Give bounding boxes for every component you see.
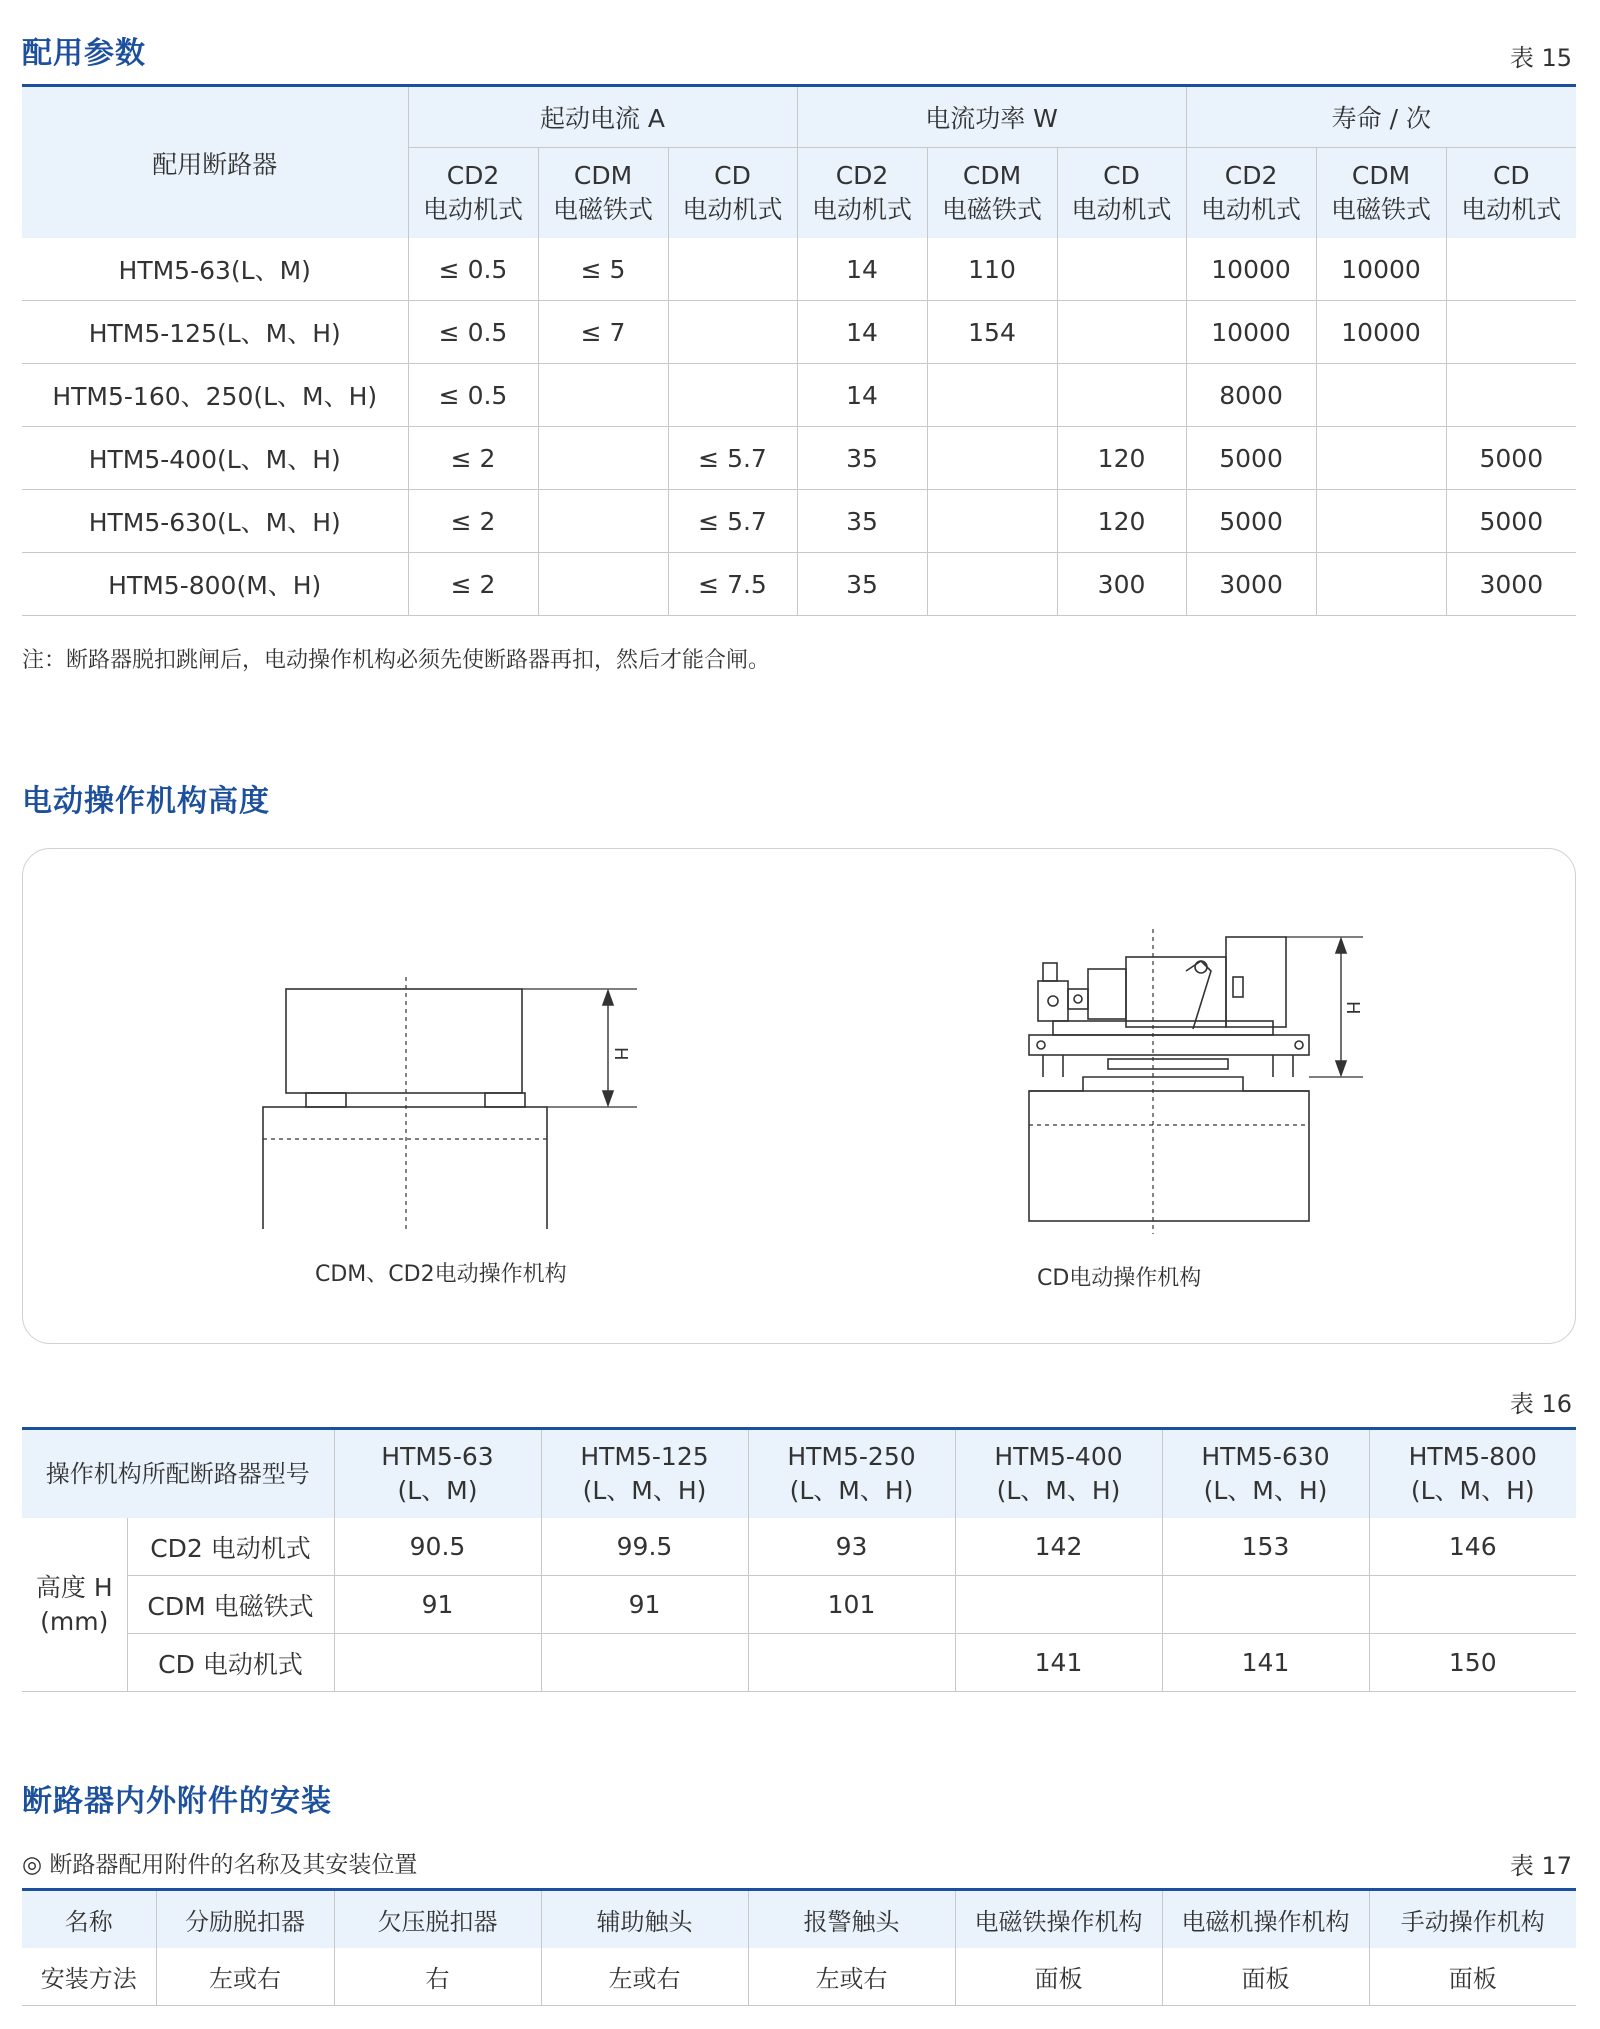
model-suffix: (L、M、H) (1203, 1476, 1328, 1505)
value-cell (1446, 301, 1576, 364)
accessory-name: 辅助触头 (541, 1890, 748, 1949)
table-row (22, 301, 1576, 364)
value-cell (1316, 490, 1446, 553)
subheader-cell (408, 148, 538, 239)
value-cell (927, 364, 1057, 427)
value-cell: 5000 (1446, 490, 1576, 553)
model-suffix: (L、M) (397, 1476, 478, 1505)
model-header (334, 1429, 541, 1519)
subheader-top: CD (1492, 161, 1530, 190)
subheader-top: CD (714, 161, 751, 190)
height-label-1: 高度 H (35, 1572, 113, 1602)
height-value (748, 1634, 955, 1692)
value-cell: 5000 (1186, 427, 1316, 490)
value-cell (538, 364, 668, 427)
value-cell: 35 (797, 490, 927, 553)
accessory-name: 分励脱扣器 (156, 1890, 334, 1949)
model-name: HTM5-63 (381, 1442, 494, 1471)
diagram-left-label: CDM、CD2电动操作机构 (315, 1262, 567, 1287)
subheader-bottom: 电动机式 (1201, 195, 1302, 224)
value-cell (1057, 238, 1186, 301)
value-cell (538, 490, 668, 553)
table-row (22, 1634, 1576, 1692)
header-model-label: 操作机构所配断路器型号 (45, 1460, 310, 1488)
model-cell: HTM5-800(M、H) (22, 553, 408, 616)
model-name: HTM5-250 (787, 1442, 916, 1471)
model-cell: HTM5-630(L、M、H) (22, 490, 408, 553)
value-cell (538, 427, 668, 490)
height-table (22, 1427, 1576, 1692)
subheader-bottom: 电磁铁式 (552, 195, 653, 224)
value-cell: ≤ 0.5 (408, 301, 538, 364)
value-cell: 10000 (1316, 301, 1446, 364)
height-value: 91 (541, 1576, 748, 1634)
model-suffix: (L、M、H) (789, 1476, 914, 1505)
value-cell: 10000 (1186, 301, 1316, 364)
table-number-16: 表 16 (1509, 1390, 1572, 1418)
subheader-bottom: 电磁铁式 (1331, 195, 1432, 224)
subheader-cell (538, 148, 668, 239)
model-header (955, 1429, 1162, 1519)
model-header (1162, 1429, 1369, 1519)
value-cell: 300 (1057, 553, 1186, 616)
accessory-name: 手动操作机构 (1369, 1890, 1576, 1949)
value-cell: 14 (797, 238, 927, 301)
subheader-top: CDM (1351, 161, 1411, 190)
subheader-bottom: 电动机式 (1071, 195, 1172, 224)
mechanism-type: CD 电动机式 (127, 1634, 334, 1692)
section-title-params: 配用参数 (22, 36, 146, 71)
subheader-bottom: 电动机式 (812, 195, 913, 224)
value-cell: 35 (797, 427, 927, 490)
height-value (541, 1634, 748, 1692)
subheader-cell (1057, 148, 1186, 239)
value-cell (1316, 364, 1446, 427)
value-cell: 5000 (1186, 490, 1316, 553)
value-cell (1316, 427, 1446, 490)
model-header (541, 1429, 748, 1519)
dim-h-left: H (610, 1047, 631, 1061)
install-method: 面板 (1162, 1948, 1369, 2006)
model-name: HTM5-400 (994, 1442, 1123, 1471)
value-cell (927, 427, 1057, 490)
value-cell: ≤ 2 (408, 553, 538, 616)
value-cell: 14 (797, 364, 927, 427)
subheader-cell (927, 148, 1057, 239)
value-cell: 110 (927, 238, 1057, 301)
subheader-top: CDM (573, 161, 633, 190)
subheader-top: CD (1103, 161, 1140, 190)
value-cell: 8000 (1186, 364, 1316, 427)
height-value: 101 (748, 1576, 955, 1634)
subheader-top: CD2 (1224, 161, 1278, 190)
install-method: 右 (334, 1948, 541, 2006)
value-cell: 154 (927, 301, 1057, 364)
diagram-panel (22, 848, 1576, 1344)
value-cell: 5000 (1446, 427, 1576, 490)
subheader-bottom: 电动机式 (422, 195, 523, 224)
subheader-bottom: 电磁铁式 (942, 195, 1043, 224)
model-suffix: (L、M、H) (996, 1476, 1121, 1505)
model-name: HTM5-630 (1201, 1442, 1330, 1471)
value-cell: ≤ 0.5 (408, 364, 538, 427)
subheader-bottom: 电动机式 (1461, 195, 1562, 224)
value-cell: 10000 (1316, 238, 1446, 301)
table-row (22, 427, 1576, 490)
height-value: 150 (1369, 1634, 1576, 1692)
accessory-name: 电磁铁操作机构 (955, 1890, 1162, 1949)
subheader-top: CD2 (446, 161, 500, 190)
value-cell (1316, 553, 1446, 616)
table-number-17: 表 17 (1509, 1852, 1572, 1880)
value-cell (668, 238, 797, 301)
value-cell: 35 (797, 553, 927, 616)
value-cell (538, 553, 668, 616)
table-number-15: 表 15 (1509, 44, 1572, 72)
model-name: HTM5-800 (1408, 1442, 1537, 1471)
height-value (955, 1576, 1162, 1634)
value-cell: ≤ 5.7 (668, 427, 797, 490)
cd-drawing (943, 889, 1383, 1259)
value-cell: ≤ 2 (408, 490, 538, 553)
subheader-cell (797, 148, 927, 239)
height-value (1162, 1576, 1369, 1634)
header-breaker: 配用断路器 (152, 149, 278, 179)
subheader-top: CD2 (835, 161, 889, 190)
model-cell: HTM5-63(L、M) (22, 238, 408, 301)
params-table (22, 84, 1576, 616)
table-row (22, 364, 1576, 427)
height-value: 93 (748, 1518, 955, 1576)
accessories-table (22, 1888, 1576, 2006)
value-cell: ≤ 7 (538, 301, 668, 364)
value-cell (668, 364, 797, 427)
dim-h-right: H (1342, 1001, 1363, 1015)
subheader-bottom: 电动机式 (682, 195, 783, 224)
cdm-cd2-drawing (223, 909, 643, 1229)
value-cell (1057, 301, 1186, 364)
height-value: 90.5 (334, 1518, 541, 1576)
accessory-name: 电磁机操作机构 (1162, 1890, 1369, 1949)
table-row (22, 1576, 1576, 1634)
value-cell: ≤ 0.5 (408, 238, 538, 301)
value-cell (1446, 364, 1576, 427)
height-value: 141 (1162, 1634, 1369, 1692)
value-cell: 3000 (1186, 553, 1316, 616)
height-value: 153 (1162, 1518, 1369, 1576)
subheader-cell (1186, 148, 1316, 239)
model-suffix: (L、M、H) (582, 1476, 707, 1505)
value-cell: 3000 (1446, 553, 1576, 616)
section-title-height: 电动操作机构高度 (22, 784, 270, 819)
model-header (748, 1429, 955, 1519)
header-start-current: 起动电流 A (408, 86, 797, 148)
model-name: HTM5-125 (580, 1442, 709, 1471)
value-cell (927, 490, 1057, 553)
value-cell: ≤ 5.7 (668, 490, 797, 553)
height-value (334, 1634, 541, 1692)
diagram-right-label: CD电动操作机构 (1037, 1266, 1202, 1291)
value-cell: 14 (797, 301, 927, 364)
model-cell: HTM5-125(L、M、H) (22, 301, 408, 364)
value-cell (1057, 364, 1186, 427)
accessory-name: 欠压脱扣器 (334, 1890, 541, 1949)
height-value: 142 (955, 1518, 1162, 1576)
install-method: 面板 (1369, 1948, 1576, 2006)
section-title-accessories: 断路器内外附件的安装 (22, 1784, 332, 1819)
value-cell (1446, 238, 1576, 301)
height-value (1369, 1576, 1576, 1634)
value-cell: ≤ 7.5 (668, 553, 797, 616)
value-cell (668, 301, 797, 364)
model-cell: HTM5-160、250(L、M、H) (22, 364, 408, 427)
height-value: 141 (955, 1634, 1162, 1692)
install-method: 左或右 (156, 1948, 334, 2006)
subheader-cell (668, 148, 797, 239)
accessories-subtitle: ◎ 断路器配用附件的名称及其安装位置 (22, 1852, 418, 1878)
header-life: 寿命 / 次 (1186, 86, 1576, 148)
table-row (22, 490, 1576, 553)
model-suffix: (L、M、H) (1410, 1476, 1535, 1505)
header-power: 电流功率 W (797, 86, 1186, 148)
mechanism-type: CD2 电动机式 (127, 1518, 334, 1576)
install-method: 左或右 (541, 1948, 748, 2006)
table-row (22, 238, 1576, 301)
model-header (1369, 1429, 1576, 1519)
height-label-2: (mm) (40, 1606, 109, 1636)
height-value: 91 (334, 1576, 541, 1634)
value-cell: 120 (1057, 490, 1186, 553)
table-row (22, 1518, 1576, 1576)
model-cell: HTM5-400(L、M、H) (22, 427, 408, 490)
height-value: 99.5 (541, 1518, 748, 1576)
mechanism-type: CDM 电磁铁式 (127, 1576, 334, 1634)
subheader-top: CDM (962, 161, 1022, 190)
height-label (22, 1518, 127, 1692)
height-value: 146 (1369, 1518, 1576, 1576)
names-label: 名称 (64, 1908, 113, 1936)
table-row (22, 553, 1576, 616)
accessory-name: 报警触头 (748, 1890, 955, 1949)
value-cell: ≤ 5 (538, 238, 668, 301)
value-cell: 120 (1057, 427, 1186, 490)
value-cell: 10000 (1186, 238, 1316, 301)
install-method: 左或右 (748, 1948, 955, 2006)
subheader-cell (1316, 148, 1446, 239)
method-label: 安装方法 (22, 1948, 156, 2006)
subheader-cell (1446, 148, 1576, 239)
value-cell (927, 553, 1057, 616)
value-cell: ≤ 2 (408, 427, 538, 490)
note-text: 注：断路器脱扣跳闸后，电动操作机构必须先使断路器再扣，然后才能合闸。 (22, 648, 771, 673)
install-method: 面板 (955, 1948, 1162, 2006)
